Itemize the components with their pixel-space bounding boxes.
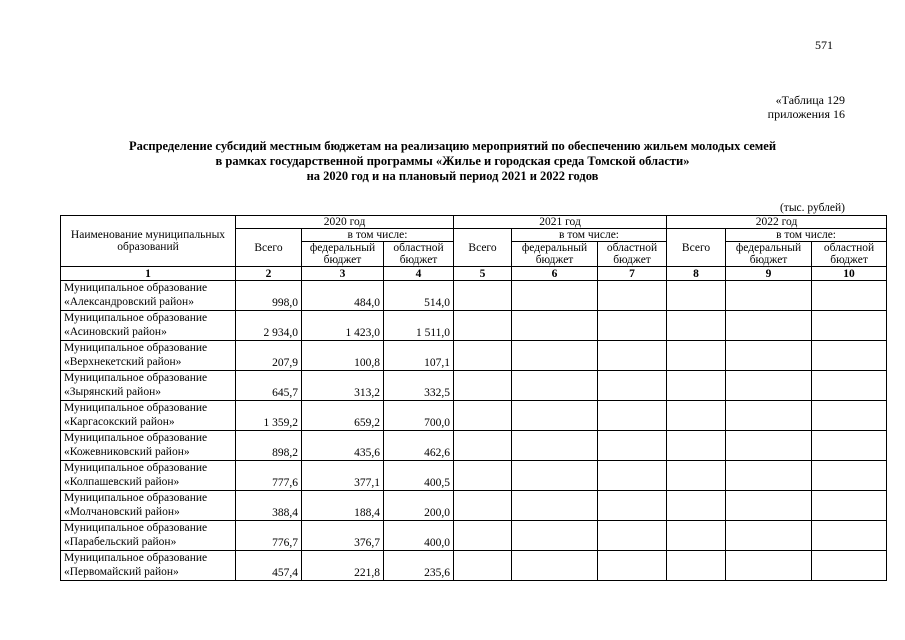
total-2020: 777,6	[236, 461, 302, 491]
federal-2021	[512, 281, 598, 311]
federal-2020: 1 423,0	[302, 311, 384, 341]
column-number: 7	[598, 267, 667, 281]
regional-2020: 235,6	[384, 551, 454, 581]
federal-2022	[726, 491, 812, 521]
federal-2020: 377,1	[302, 461, 384, 491]
federal-2020: 221,8	[302, 551, 384, 581]
regional-2020: 400,0	[384, 521, 454, 551]
municipality-name	[61, 371, 236, 401]
municipality-type: Муниципальное образование	[64, 522, 208, 534]
federal-2020: 484,0	[302, 281, 384, 311]
municipality-name	[61, 431, 236, 461]
table-caption	[768, 93, 845, 121]
table-row	[61, 311, 887, 341]
header-total-2021: Всего	[454, 229, 512, 267]
title-line-2: в рамках государственной программы «Жилье и городская среда Томской области»	[215, 154, 690, 168]
municipality-type: Муниципальное образование	[64, 402, 208, 414]
table-row	[61, 551, 887, 581]
municipality-name	[61, 461, 236, 491]
municipality-district: «Александровский район»	[64, 295, 194, 308]
federal-2021	[512, 491, 598, 521]
total-2021	[454, 551, 512, 581]
municipality-name	[61, 281, 236, 311]
regional-2021	[598, 401, 667, 431]
table-body	[61, 281, 887, 581]
municipality-district: «Асиновский район»	[64, 325, 167, 338]
federal-2021	[512, 521, 598, 551]
column-number: 4	[384, 267, 454, 281]
federal-2021	[512, 341, 598, 371]
municipality-type: Муниципальное образование	[64, 462, 208, 474]
total-2020: 998,0	[236, 281, 302, 311]
federal-2020: 100,8	[302, 341, 384, 371]
column-number: 2	[236, 267, 302, 281]
municipality-district: «Парабельский район»	[64, 535, 177, 548]
federal-2021	[512, 401, 598, 431]
column-number: 9	[726, 267, 812, 281]
document-title	[60, 139, 845, 184]
total-2022	[667, 461, 726, 491]
total-2020: 776,7	[236, 521, 302, 551]
regional-2022	[812, 341, 887, 371]
municipality-type: Муниципальное образование	[64, 552, 208, 564]
regional-2022	[812, 401, 887, 431]
table-row	[61, 401, 887, 431]
regional-2021	[598, 551, 667, 581]
municipality-district: «Верхнекетский район»	[64, 355, 182, 368]
municipality-name	[61, 311, 236, 341]
total-2020: 388,4	[236, 491, 302, 521]
municipality-type: Муниципальное образование	[64, 342, 208, 354]
regional-2021	[598, 491, 667, 521]
header-regional-2021: областной бюджет	[598, 242, 667, 267]
table-row	[61, 461, 887, 491]
table-row	[61, 431, 887, 461]
regional-2022	[812, 311, 887, 341]
column-number: 3	[302, 267, 384, 281]
regional-2020: 462,6	[384, 431, 454, 461]
federal-2022	[726, 461, 812, 491]
municipality-district: «Зырянский район»	[64, 385, 161, 398]
regional-2022	[812, 431, 887, 461]
title-line-3: на 2020 год и на плановый период 2021 и 2022 годов	[306, 169, 599, 183]
total-2021	[454, 371, 512, 401]
header-regional-2022: областной бюджет	[812, 242, 887, 267]
federal-2020: 376,7	[302, 521, 384, 551]
municipality-district: «Кожевниковский район»	[64, 445, 190, 458]
total-2021	[454, 401, 512, 431]
regional-2020: 332,5	[384, 371, 454, 401]
federal-2020: 659,2	[302, 401, 384, 431]
federal-2022	[726, 431, 812, 461]
regional-2021	[598, 311, 667, 341]
regional-2021	[598, 461, 667, 491]
table-row	[61, 341, 887, 371]
total-2022	[667, 521, 726, 551]
header-total-2020: Всего	[236, 229, 302, 267]
total-2020: 207,9	[236, 341, 302, 371]
column-number: 1	[61, 267, 236, 281]
header-year-2022: 2022 год	[667, 216, 887, 229]
total-2020: 2 934,0	[236, 311, 302, 341]
regional-2022	[812, 461, 887, 491]
municipality-name	[61, 491, 236, 521]
municipality-type: Муниципальное образование	[64, 492, 208, 504]
header-federal-2021: федеральный бюджет	[512, 242, 598, 267]
federal-2020: 188,4	[302, 491, 384, 521]
table-row	[61, 281, 887, 311]
total-2021	[454, 461, 512, 491]
total-2022	[667, 341, 726, 371]
municipality-district: «Молчановский район»	[64, 505, 180, 518]
total-2022	[667, 281, 726, 311]
total-2022	[667, 551, 726, 581]
table-row	[61, 521, 887, 551]
regional-2021	[598, 521, 667, 551]
municipality-name	[61, 401, 236, 431]
total-2021	[454, 281, 512, 311]
table-row	[61, 371, 887, 401]
total-2022	[667, 371, 726, 401]
regional-2022	[812, 521, 887, 551]
federal-2021	[512, 461, 598, 491]
federal-2020: 313,2	[302, 371, 384, 401]
table-row	[61, 491, 887, 521]
regional-2020: 700,0	[384, 401, 454, 431]
regional-2022	[812, 491, 887, 521]
header-including-2020: в том числе:	[302, 229, 454, 242]
total-2021	[454, 431, 512, 461]
municipality-name	[61, 551, 236, 581]
federal-2021	[512, 371, 598, 401]
header-municipality: Наименование муниципальных образований	[61, 216, 236, 267]
total-2022	[667, 431, 726, 461]
caption-appendix: приложения 16	[767, 107, 845, 121]
municipality-district: «Колпашевский район»	[64, 475, 180, 488]
title-line-1: Распределение субсидий местным бюджетам на реализацию мероприятий по обеспечению жильем молодых семей	[128, 139, 777, 153]
header-federal-2020: федеральный бюджет	[302, 242, 384, 267]
total-2021	[454, 311, 512, 341]
regional-2022	[812, 281, 887, 311]
municipality-name	[61, 341, 236, 371]
header-regional-2020: областной бюджет	[384, 242, 454, 267]
municipality-type: Муниципальное образование	[64, 432, 208, 444]
page-number: 571	[815, 38, 833, 52]
federal-2020: 435,6	[302, 431, 384, 461]
header-federal-2022: федеральный бюджет	[726, 242, 812, 267]
municipality-type: Муниципальное образование	[64, 372, 208, 384]
total-2021	[454, 491, 512, 521]
column-number: 5	[454, 267, 512, 281]
municipality-district: «Каргасокский район»	[64, 415, 175, 428]
total-2022	[667, 401, 726, 431]
regional-2020: 107,1	[384, 341, 454, 371]
units-label: (тыс. рублей)	[779, 202, 845, 214]
federal-2022	[726, 551, 812, 581]
regional-2020: 1 511,0	[384, 311, 454, 341]
federal-2022	[726, 401, 812, 431]
column-number: 6	[512, 267, 598, 281]
regional-2020: 514,0	[384, 281, 454, 311]
column-number: 10	[812, 267, 887, 281]
column-number: 8	[667, 267, 726, 281]
federal-2022	[726, 281, 812, 311]
regional-2022	[812, 371, 887, 401]
header-including-2021: в том числе:	[512, 229, 667, 242]
regional-2021	[598, 281, 667, 311]
regional-2021	[598, 371, 667, 401]
subsidy-table	[60, 215, 887, 581]
regional-2022	[812, 551, 887, 581]
header-total-2022: Всего	[667, 229, 726, 267]
total-2021	[454, 341, 512, 371]
municipality-type: Муниципальное образование	[64, 282, 208, 294]
federal-2022	[726, 341, 812, 371]
regional-2020: 200,0	[384, 491, 454, 521]
municipality-name	[61, 521, 236, 551]
federal-2022	[726, 311, 812, 341]
total-2021	[454, 521, 512, 551]
caption-table-number: «Таблица 129	[775, 93, 845, 107]
total-2022	[667, 491, 726, 521]
header-year-2021: 2021 год	[454, 216, 667, 229]
regional-2020: 400,5	[384, 461, 454, 491]
regional-2021	[598, 431, 667, 461]
federal-2021	[512, 551, 598, 581]
regional-2021	[598, 341, 667, 371]
total-2020: 1 359,2	[236, 401, 302, 431]
total-2020: 645,7	[236, 371, 302, 401]
federal-2022	[726, 371, 812, 401]
total-2020: 898,2	[236, 431, 302, 461]
municipality-district: «Первомайский район»	[64, 565, 179, 578]
total-2020: 457,4	[236, 551, 302, 581]
total-2022	[667, 311, 726, 341]
header-including-2022: в том числе:	[726, 229, 887, 242]
federal-2022	[726, 521, 812, 551]
header-year-2020: 2020 год	[236, 216, 454, 229]
federal-2021	[512, 431, 598, 461]
federal-2021	[512, 311, 598, 341]
municipality-type: Муниципальное образование	[64, 312, 208, 324]
